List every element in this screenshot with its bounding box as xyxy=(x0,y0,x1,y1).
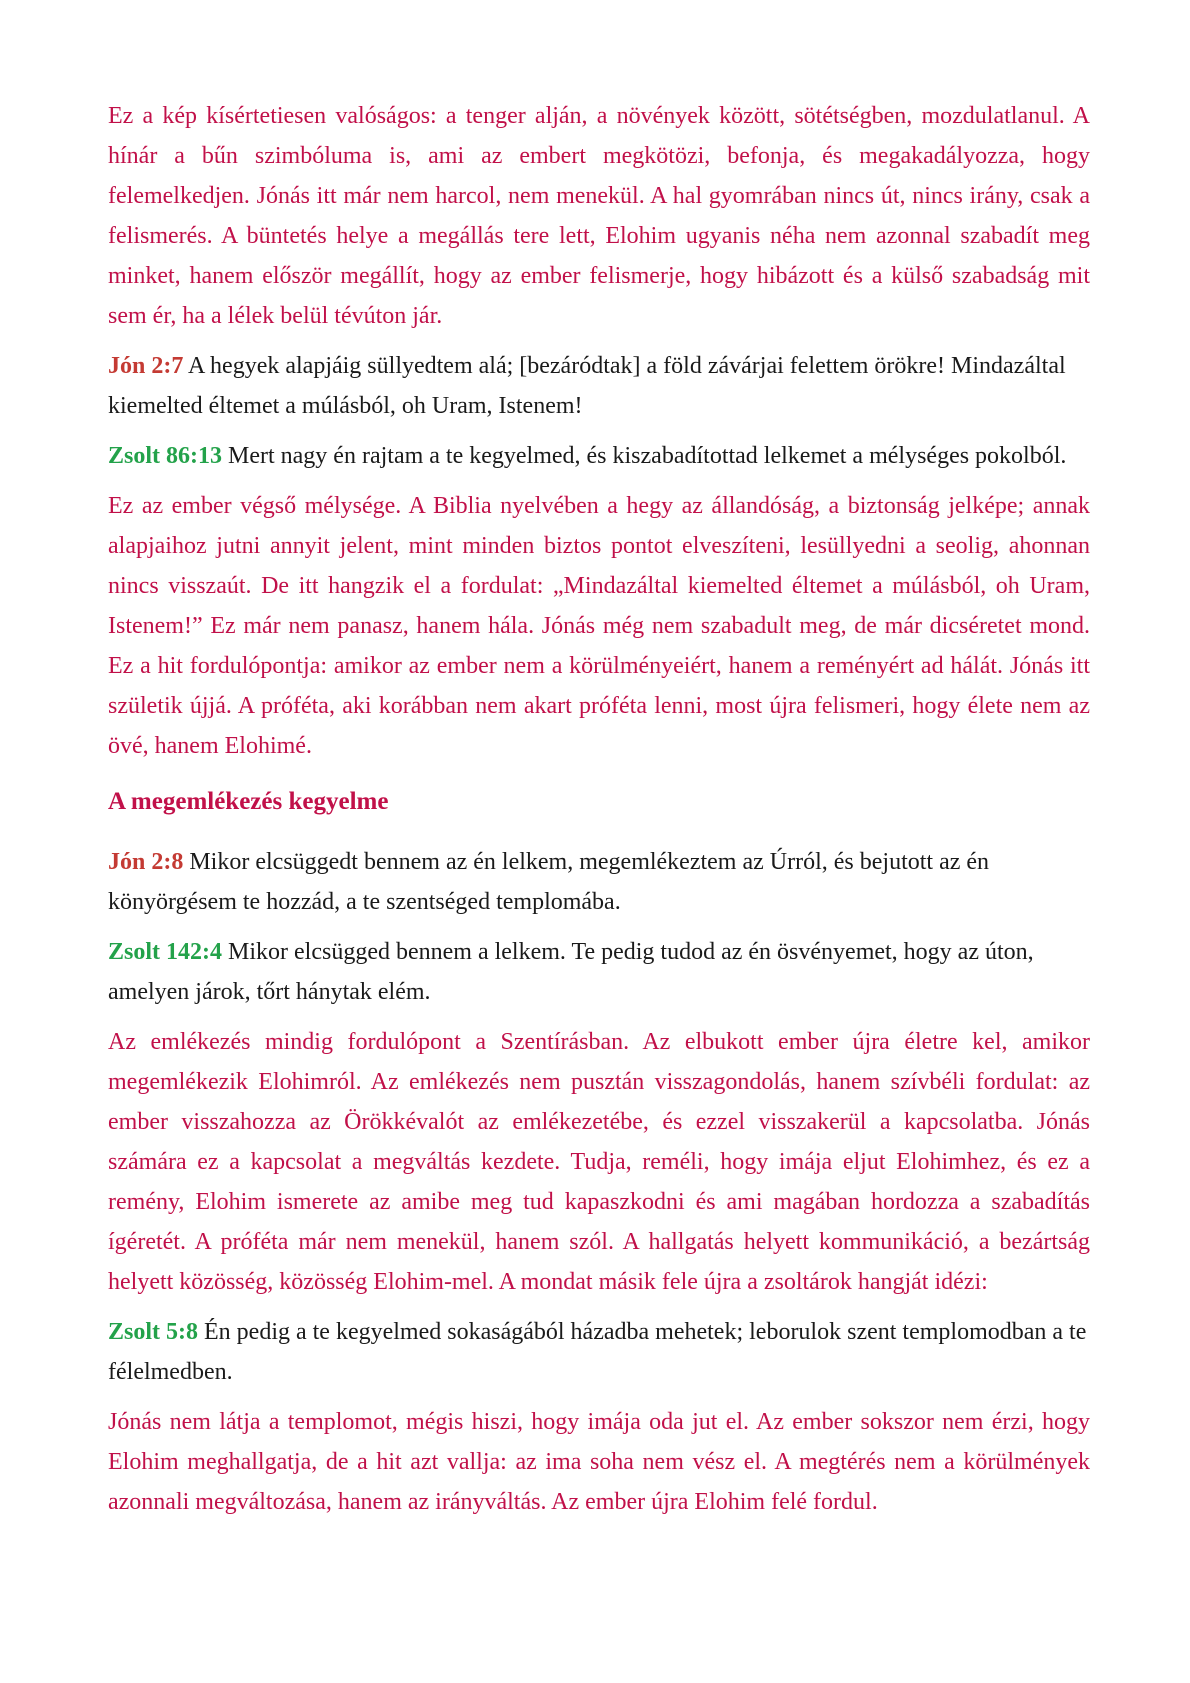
verse-reference: Jón 2:8 xyxy=(108,849,184,875)
verse-text: A hegyek alapjáig süllyedtem alá; [bezáródtak] a föld závárjai felettem örökre! Mindazáltal kiemelted éltemet a múlásból, oh Uram, Istenem! xyxy=(108,353,1066,419)
commentary-paragraph xyxy=(108,96,1090,336)
commentary-paragraph xyxy=(108,1022,1090,1302)
commentary-paragraph xyxy=(108,1402,1090,1522)
verse-paragraph xyxy=(108,346,1090,426)
verse-reference: Zsolt 86:13 xyxy=(108,443,222,469)
verse-text: Mert nagy én rajtam a te kegyelmed, és kiszabadítottad lelkemet a mélységes pokolból. xyxy=(228,443,1067,469)
commentary-text: Jónás nem látja a templomot, mégis hiszi, hogy imája oda jut el. Az ember sokszor nem érzi, hogy Elohim meghallgatja, de a hit azt vallja: az ima soha nem vész el. A megtérés nem a körülmények azonnali megváltozása, hanem az irányváltás. Az ember újra Elohim felé fordul. xyxy=(108,1409,1090,1515)
verse-paragraph xyxy=(108,436,1090,476)
commentary-text: Az emlékezés mindig fordulópont a Szentírásban. Az elbukott ember újra életre kel, amikor megemlékezik Elohimról. Az emlékezés nem pusztán visszagondolás, hanem szívbéli fordulat: az ember visszahozza az Örökkévalót az emlékezetébe, és ezzel visszakerül a kapcsolatba. Jónás számára ez a kapcsolat a megváltás kezdete. Tudja, reméli, hogy imája eljut Elohimhez, és ez a remény, Elohim ismerete az amibe meg tud kapaszkodni és ami magában hordozza a szabadítás ígéretét. A próféta már nem menekül, hanem szól. A hallgatás helyett kommunikáció, a bezártság helyett közösség, közösség Elohim-mel. A mondat másik fele újra a zsoltárok hangját idézi: xyxy=(108,1029,1090,1295)
verse-text: Mikor elcsügged bennem a lelkem. Te pedig tudod az én ösvényemet, hogy az úton, amelyen járok, tőrt hánytak elém. xyxy=(108,939,1034,1005)
verse-paragraph xyxy=(108,932,1090,1012)
verse-paragraph xyxy=(108,842,1090,922)
verse-reference: Zsolt 5:8 xyxy=(108,1319,198,1345)
verse-reference: Zsolt 142:4 xyxy=(108,939,222,965)
commentary-paragraph xyxy=(108,486,1090,766)
verse-text: Én pedig a te kegyelmed sokaságából házadba mehetek; leborulok szent templomodban a te félelmedben. xyxy=(108,1319,1087,1385)
commentary-text: Ez a kép kísértetiesen valóságos: a tenger alján, a növények között, sötétségben, mozdulatlanul. A hínár a bűn szimbóluma is, ami az embert megkötözi, befonja, és megakadályozza, hogy felemelkedjen. Jónás itt már nem harcol, nem menekül. A hal gyomrában nincs út, nincs irány, csak a felismerés. A büntetés helye a megállás tere lett, Elohim ugyanis néha nem azonnal szabadít meg minket, hanem először megállít, hogy az ember felismerje, hogy hibázott és a külső szabadság mit sem ér, ha a lélek belül tévúton jár. xyxy=(108,103,1090,329)
commentary-text: Ez az ember végső mélysége. A Biblia nyelvében a hegy az állandóság, a biztonság jelképe; annak alapjaihoz jutni annyit jelent, mint minden biztos pontot elveszíteni, lesüllyedni a seolig, ahonnan nincs visszaút. De itt hangzik el a fordulat: „Mindazáltal kiemelted éltemet a múlásból, oh Uram, Istenem!” Ez már nem panasz, hanem hála. Jónás még nem szabadult meg, de már dicséretet mond. Ez a hit fordulópontja: amikor az ember nem a körülményeiért, hanem a reményért ad hálát. Jónás itt születik újjá. A próféta, aki korábban nem akart próféta lenni, most újra felismeri, hogy élete nem az övé, hanem Elohimé. xyxy=(108,493,1090,759)
verse-text: Mikor elcsüggedt bennem az én lelkem, megemlékeztem az Úrról, és bejutott az én könyörgésem te hozzád, a te szentséged templomába. xyxy=(108,849,990,915)
document-body xyxy=(108,96,1090,1522)
verse-reference: Jón 2:7 xyxy=(108,353,184,379)
section-heading: A megemlékezés kegyelme xyxy=(108,788,389,815)
verse-paragraph xyxy=(108,1312,1090,1392)
